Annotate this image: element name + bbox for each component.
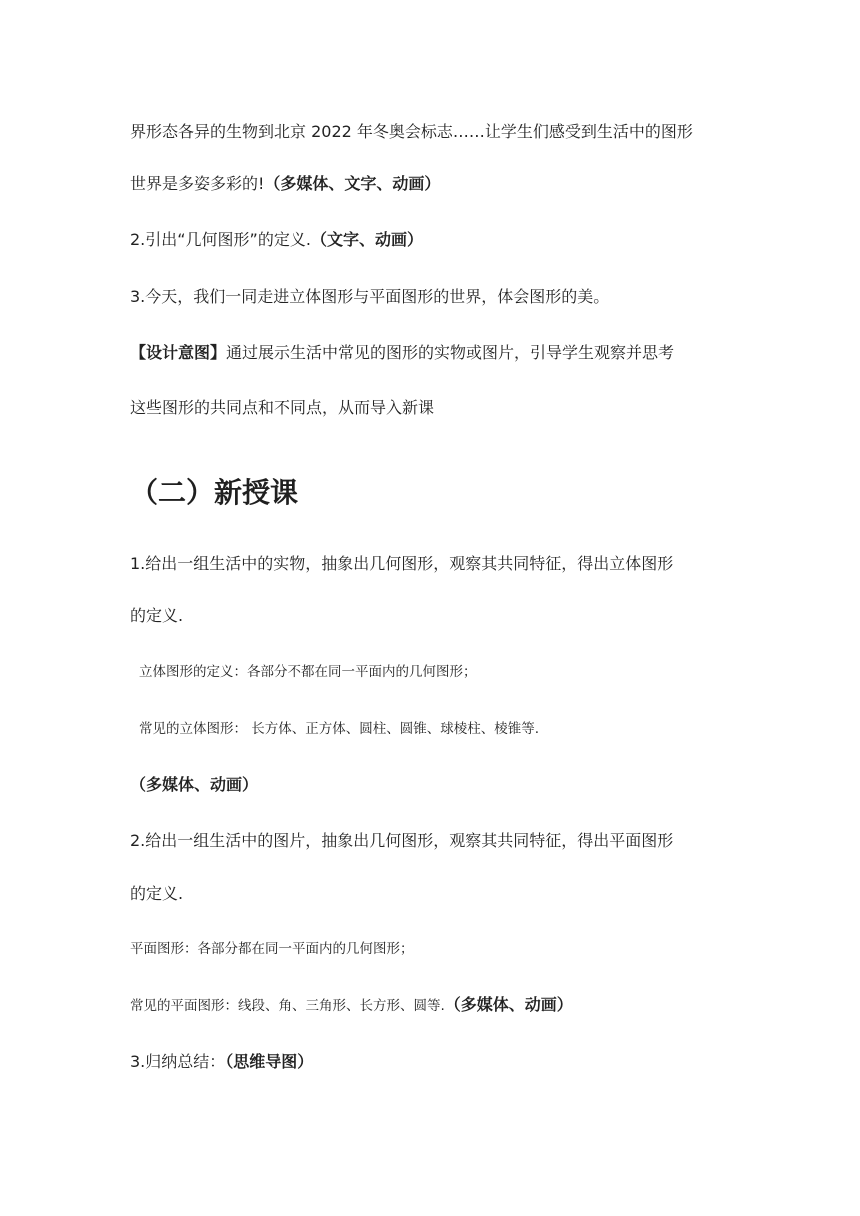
intro-paragraph-line: 界形态各异的生物到北京 2022 年冬奥会标志……让学生们感受到生活中的图形 [130,122,693,141]
design-intent-text: 通过展示生活中常见的图形的实物或图片，引导学生观察并思考 [226,343,675,362]
media-note: （文字、动画） [310,230,423,249]
list-item [130,1051,313,1073]
list-item-text: 2.引出“几何图形”的定义. [130,230,311,249]
design-intent-line [130,342,674,364]
paragraph-line: 2.给出一组生活中的图片，抽象出几何图形，观察其共同特征，得出平面图形 [130,831,674,850]
definition-line [130,994,573,1016]
intro-paragraph-line [130,173,440,195]
definition-line: 常见的立体图形： 长方体、正方体、圆柱、圆锥、球棱柱、棱锥等. [139,721,540,737]
design-intent-label: 【设计意图】 [130,343,227,362]
paragraph-line: 1.给出一组生活中的实物，抽象出几何图形，观察其共同特征，得出立体图形 [130,554,674,573]
media-note: （多媒体、文字、动画） [264,174,441,193]
list-item-text: 3.归纳总结： [130,1052,226,1071]
definition-line: 平面图形：各部分都在同一平面内的几何图形； [130,941,414,957]
section-heading: （二）新授课 [130,476,299,509]
list-item: 3.今天，我们一同走进立体图形与平面图形的世界，体会图形的美。 [130,287,610,306]
paragraph-line: 的定义. [130,606,184,625]
definition-line: 立体图形的定义：各部分不都在同一平面内的几何图形； [139,664,477,680]
document-page [130,0,740,1216]
media-note: （多媒体、动画） [130,775,259,794]
media-note: （思维导图） [225,1052,314,1071]
intro-text: 世界是多姿多彩的! [130,174,265,193]
paragraph-line: 的定义. [130,884,184,903]
definition-text: 常见的平面图形：线段、角、三角形、长方形、圆等. [130,998,445,1014]
design-intent-line: 这些图形的共同点和不同点，从而导入新课 [130,398,435,417]
list-item [130,229,423,251]
media-note: （多媒体、动画） [444,995,573,1014]
